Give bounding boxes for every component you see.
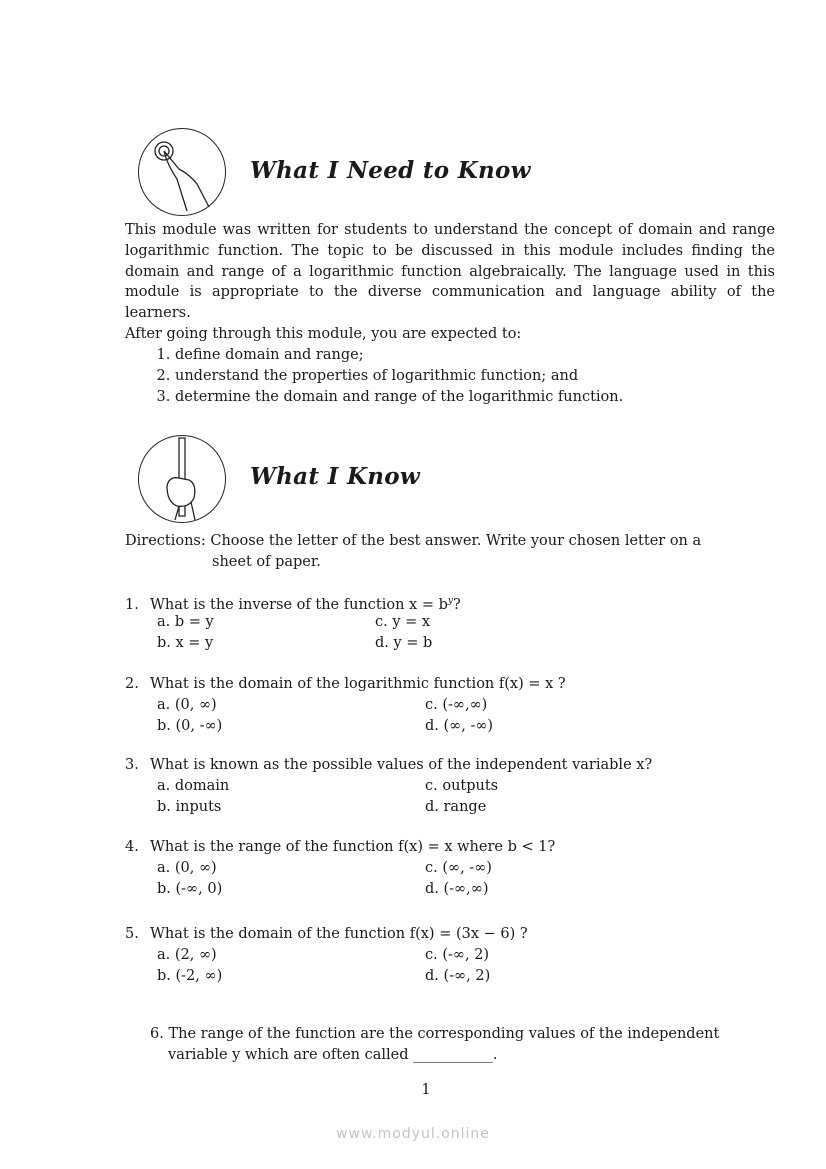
objectives-list — [125, 345, 623, 407]
option-a[interactable]: a. b = y — [157, 614, 214, 630]
option-b[interactable]: b. (-∞, 0) — [157, 881, 223, 897]
hand-pencil-icon — [138, 435, 226, 523]
directions-text-cont: sheet of paper. — [212, 553, 321, 570]
option-c[interactable]: c. outputs — [425, 778, 499, 794]
module-description: This module was written for students to understand the concept of domain and range logarithmic function. The topic to be discussed in this module includes finding the domain and range of a logarithmic function algebraically. The language used in this module is appropriate to the diverse communication and language ability of the learners. — [125, 222, 775, 322]
question-3 — [125, 755, 785, 815]
superscript: y — [447, 596, 453, 606]
question-number: 4. — [125, 839, 139, 855]
option-d[interactable]: d. (-∞, 2) — [425, 968, 491, 984]
option-a[interactable]: a. (0, ∞) — [157, 697, 217, 713]
option-d[interactable]: d. y = b — [375, 635, 433, 651]
question-2 — [125, 674, 785, 734]
directions-text: Choose the letter of the best answer. Write your chosen letter on a — [210, 533, 702, 549]
watermark: www.modyul.online — [336, 1126, 490, 1142]
option-d[interactable]: d. (∞, -∞) — [425, 718, 494, 734]
directions — [125, 531, 701, 573]
question-5 — [125, 924, 785, 984]
option-c[interactable]: c. y = x — [375, 614, 431, 630]
option-a[interactable]: a. (2, ∞) — [157, 947, 217, 963]
question-number: 3. — [125, 757, 139, 773]
option-b[interactable]: b. (-2, ∞) — [157, 968, 223, 984]
hand-touch-icon — [138, 128, 226, 216]
option-b[interactable]: b. x = y — [157, 635, 214, 651]
list-item: 2. understand the properties of logarithmic function; and — [175, 366, 623, 387]
question-stem: What is the range of the function f(x) = x where b < 1? — [150, 839, 556, 855]
question-4 — [125, 837, 785, 897]
question-number: 1. — [125, 596, 139, 613]
option-c[interactable]: c. (-∞,∞) — [425, 697, 488, 713]
question-stem: What is the inverse of the function x = b — [150, 596, 448, 613]
question-1 — [125, 591, 785, 651]
option-a[interactable]: a. domain — [157, 778, 230, 794]
option-c[interactable]: c. (∞, -∞) — [425, 860, 492, 876]
list-item: 1. define domain and range; — [175, 345, 623, 366]
question-tail: ? — [452, 596, 461, 613]
page-number: 1 — [421, 1082, 431, 1098]
option-d[interactable]: d. range — [425, 799, 487, 815]
objectives-intro: After going through this module, you are expected to: — [125, 326, 522, 342]
option-b[interactable]: b. (0, -∞) — [157, 718, 223, 734]
question-number: 5. — [125, 926, 139, 942]
question-stem: What is known as the possible values of the independent variable x? — [150, 757, 653, 773]
question-6 — [150, 1024, 775, 1066]
section-title-what-i-know: What I Know — [250, 463, 421, 490]
option-c[interactable]: c. (-∞, 2) — [425, 947, 490, 963]
question-6-line2: variable y which are often called ___________. — [168, 1046, 498, 1063]
list-item: 3. determine the domain and range of the logarithmic function. — [175, 387, 623, 408]
section-title-what-i-need-to-know: What I Need to Know — [250, 157, 531, 184]
option-d[interactable]: d. (-∞,∞) — [425, 881, 489, 897]
question-6-line1: 6. The range of the function are the corresponding values of the independent — [150, 1026, 720, 1042]
directions-label: Directions: — [125, 533, 206, 549]
option-b[interactable]: b. inputs — [157, 799, 222, 815]
option-a[interactable]: a. (0, ∞) — [157, 860, 217, 876]
question-number: 2. — [125, 676, 139, 692]
question-stem: What is the domain of the function f(x) = (3x − 6) ? — [150, 926, 528, 942]
question-stem: What is the domain of the logarithmic function f(x) = x ? — [150, 676, 566, 692]
